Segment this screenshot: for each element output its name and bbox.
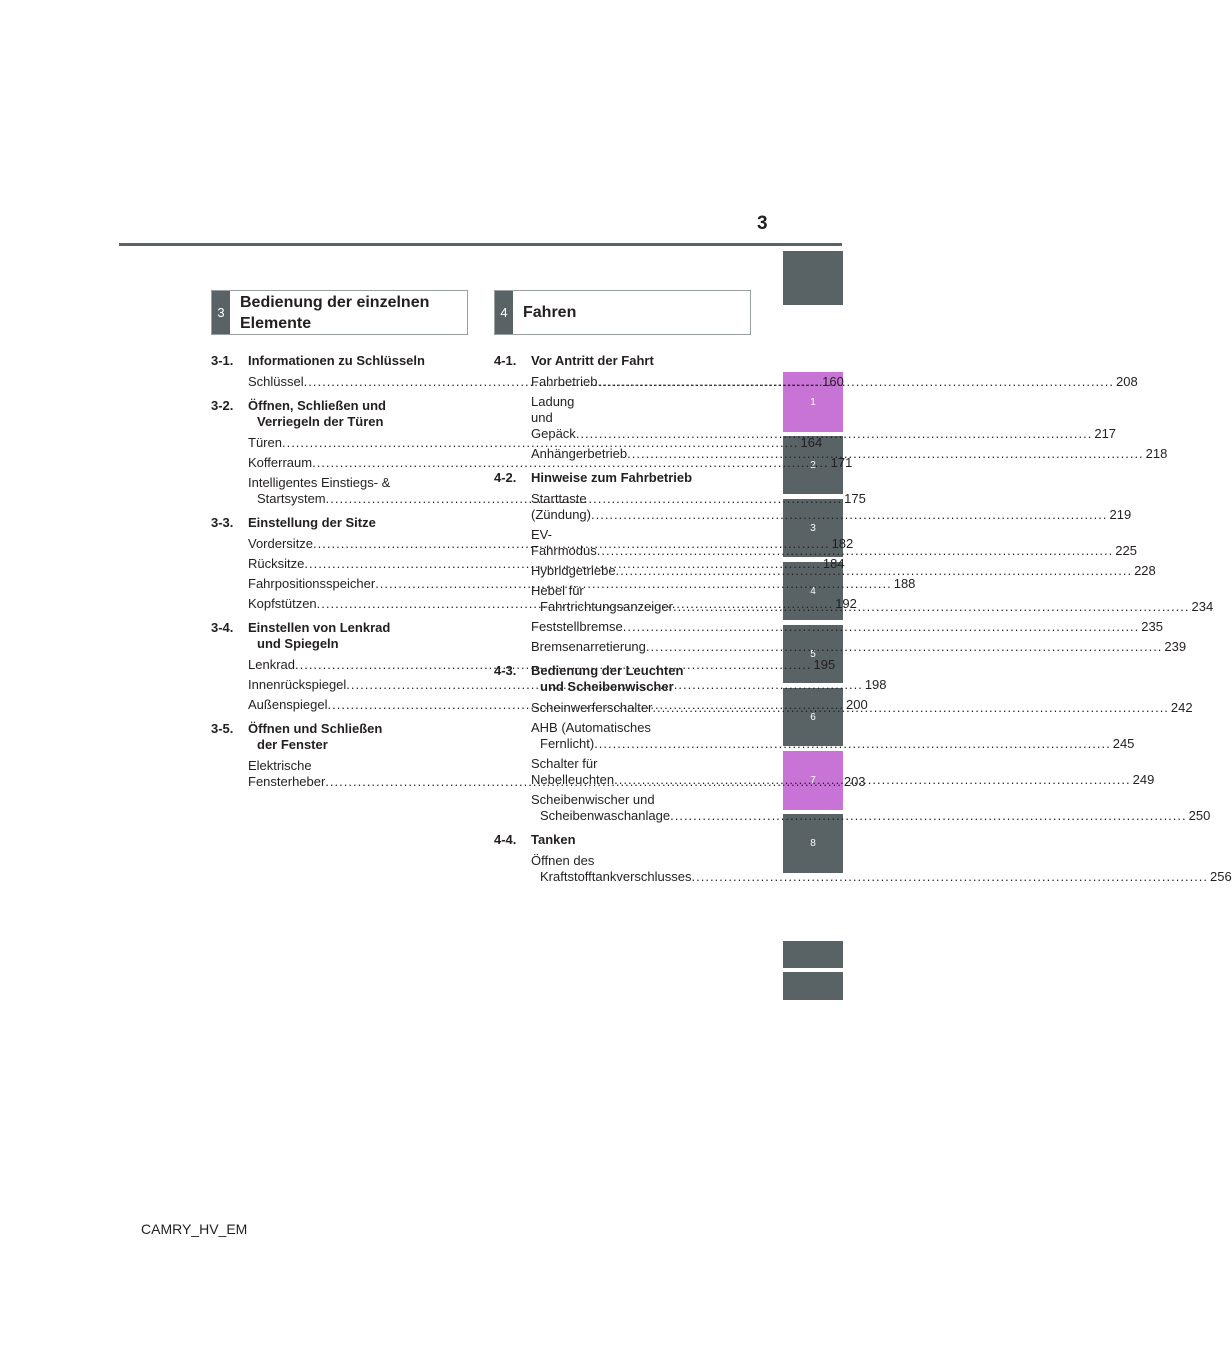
toc-entry-label: Starttaste (Zündung)	[531, 491, 591, 522]
section-title-line2: Elemente	[240, 314, 312, 332]
toc-entry-label: Kraftstofftankverschlusses	[540, 869, 692, 884]
toc-entry-label: Lenkrad	[248, 657, 295, 672]
dot-leader	[623, 619, 1140, 635]
toc-group-title	[531, 470, 742, 486]
toc-entry[interactable]	[531, 619, 1163, 635]
toc-entry-label: Vordersitze	[248, 536, 314, 551]
toc-group-number: 4-4.	[494, 832, 517, 847]
toc-group-title-line: Bedienung der Leuchten	[531, 663, 684, 678]
toc-entry-page: 225	[1115, 543, 1137, 558]
toc-entry-page: 195	[813, 657, 836, 672]
toc-entry-label: Kofferraum	[248, 455, 313, 470]
toc-group-title-line: Einstellung der Sitze	[248, 515, 376, 530]
section-number: 4	[495, 291, 513, 334]
dot-leader	[692, 869, 1209, 885]
toc-entry-label: Hebel für	[531, 583, 584, 598]
toc-group-title	[248, 721, 458, 753]
section-title-line1: Bedienung der einzelnen	[240, 293, 430, 311]
toc-entry-page: 249	[1132, 772, 1155, 787]
chapter-tab[interactable]: 7	[783, 751, 843, 810]
dot-leader	[616, 563, 1133, 579]
toc-entry-label: Fahrpositionsspeicher	[248, 576, 376, 591]
dot-leader	[594, 736, 1111, 752]
toc-entry-label: Scheibenwischer und	[531, 792, 655, 807]
toc-entry-label: Türen	[248, 435, 282, 450]
chapter-tab[interactable]: 3	[783, 499, 843, 557]
toc-entry[interactable]	[531, 853, 1232, 885]
toc-group-heading	[494, 832, 742, 848]
toc-entry-page: 198	[864, 677, 887, 692]
toc-group	[494, 832, 1232, 885]
toc-group-number: 3-2.	[211, 398, 234, 413]
toc-group-heading	[494, 470, 742, 486]
toc-entry-page: 208	[1116, 374, 1138, 389]
chapter-tab[interactable]	[783, 941, 843, 968]
toc-entry-label: Scheinwerferschalter	[531, 700, 653, 715]
toc-group-title-line: und Scheibenwischer	[540, 679, 674, 694]
chapter-tab[interactable]	[783, 251, 843, 305]
toc-group-title	[531, 832, 742, 848]
dot-leader	[673, 599, 1190, 615]
toc-group-title	[531, 663, 742, 695]
toc-entry-label: Anhängerbetrieb	[531, 446, 628, 461]
dot-leader	[614, 772, 1131, 788]
chapter-tab[interactable]: 4	[783, 562, 843, 620]
toc-group-title	[248, 398, 458, 430]
toc-group-title-line: Tanken	[531, 832, 576, 847]
toc-entry-label: Kopfstützen	[248, 596, 317, 611]
toc-group-title-line: Einstellen von Lenkrad	[248, 620, 391, 635]
toc-entry-label: Scheibenwaschanlage	[540, 808, 671, 823]
toc-group-title-line: Informationen zu Schlüsseln	[248, 353, 425, 368]
toc-entry-page: 200	[846, 697, 868, 712]
toc-group-title-line: Öffnen, Schließen und	[248, 398, 386, 413]
toc-entry-label: Schalter für Nebelleuchten	[531, 756, 615, 787]
toc-group-heading	[211, 620, 458, 652]
chapter-tab[interactable]: 5	[783, 625, 843, 683]
toc-entry-label: Schlüssel	[248, 374, 304, 389]
toc-entry-page: 192	[835, 596, 857, 611]
toc-group-number: 3-1.	[211, 353, 234, 368]
dot-leader	[627, 446, 1144, 462]
dot-leader	[591, 507, 1108, 523]
toc-group-heading	[211, 398, 458, 430]
toc-entry-page: 239	[1164, 639, 1187, 654]
toc-group-title	[248, 353, 458, 369]
toc-group-heading	[494, 353, 742, 369]
dot-leader	[646, 639, 1163, 655]
toc-group-number: 3-5.	[211, 721, 234, 736]
page-number: 3	[757, 213, 768, 234]
chapter-tab[interactable]	[783, 972, 843, 1000]
toc-entry-page: 250	[1188, 808, 1211, 823]
toc-group-title-line: Verriegeln der Türen	[257, 414, 384, 429]
toc-group-title	[248, 620, 458, 652]
toc-group-heading	[494, 663, 742, 695]
toc-entry-label: Außenspiegel	[248, 697, 328, 712]
toc-entry[interactable]	[248, 455, 853, 471]
toc-entry[interactable]	[248, 435, 823, 451]
toc-entry[interactable]	[531, 639, 1187, 655]
toc-entry-label: Fernlicht)	[540, 736, 595, 751]
toc-entry-page: 235	[1141, 619, 1163, 634]
toc-group-title-line: der Fenster	[257, 737, 328, 752]
toc-entry-page: 242	[1170, 700, 1193, 715]
toc-entry-label: Feststellbremse	[531, 619, 623, 634]
toc-entry-label: Bremsenarretierung	[531, 639, 646, 654]
dot-leader	[576, 426, 1093, 442]
toc-entry-label: Ladung und Gepäck	[531, 394, 576, 441]
toc-entry-label: EV-Fahrmodus	[531, 527, 597, 558]
toc-entry-page: 160	[822, 374, 844, 389]
header-rule	[119, 243, 842, 246]
toc-entry-page: 219	[1109, 507, 1132, 522]
toc-entry-page: 188	[893, 576, 916, 591]
toc-entry-label: Hybridgetriebe	[531, 563, 616, 578]
section-title	[513, 291, 586, 334]
chapter-tab[interactable]: 2	[783, 436, 843, 494]
toc-entry[interactable]	[531, 446, 1168, 462]
toc-entry[interactable]	[531, 792, 1211, 824]
toc-entry-label: Fahrtrichtungsanzeiger	[540, 599, 673, 614]
toc-group-heading	[211, 721, 458, 753]
dot-leader	[652, 700, 1169, 716]
toc-group-heading	[211, 353, 458, 369]
toc-entry-label: Startsystem	[257, 491, 326, 506]
toc-entry-page: 218	[1145, 446, 1168, 461]
toc-entry[interactable]	[531, 720, 1135, 752]
toc-entry-page: 256	[1210, 869, 1232, 884]
toc-entry-page: 164	[800, 435, 823, 450]
toc-entry-page: 184	[822, 556, 845, 571]
chapter-tab[interactable]: 6	[783, 688, 843, 746]
toc-group-number: 3-3.	[211, 515, 234, 530]
chapter-tab[interactable]: 8	[783, 814, 843, 873]
toc-group-number: 4-1.	[494, 353, 517, 368]
toc-group-title	[531, 353, 742, 369]
toc-entry-page: 171	[830, 455, 853, 470]
toc-entry-label: Intelligentes Einstiegs- &	[248, 475, 391, 490]
toc-group-title-line: Öffnen und Schließen	[248, 721, 383, 736]
toc-entry-label: Fahrbetrieb	[531, 374, 598, 389]
toc-entry-label: AHB (Automatisches	[531, 720, 651, 735]
toc-group-heading	[211, 515, 458, 531]
section-header-4	[494, 290, 751, 335]
toc-group-number: 4-2.	[494, 470, 517, 485]
section-title-line1: Fahren	[523, 304, 577, 321]
chapter-tab[interactable]: 1	[783, 372, 843, 432]
section-header-3	[211, 290, 468, 335]
dot-leader	[670, 808, 1187, 824]
toc-entry-label: Innenrückspiegel	[248, 677, 347, 692]
footer-code: CAMRY_HV_EM	[141, 1221, 248, 1237]
toc-entry-label: Elektrische Fensterheber	[248, 758, 326, 789]
toc-group-title	[248, 515, 458, 531]
toc-group-title-line: und Spiegeln	[257, 636, 339, 651]
toc-group-title-line: Hinweise zum Fahrbetrieb	[531, 470, 693, 485]
section-number: 3	[212, 291, 230, 334]
toc-entry-page: 203	[843, 774, 866, 789]
toc-entry-page: 182	[831, 536, 854, 551]
toc-group-number: 3-4.	[211, 620, 234, 635]
toc-group-number: 4-3.	[494, 663, 517, 678]
toc-entry-page: 217	[1094, 426, 1117, 441]
toc-entry-page: 175	[844, 491, 866, 506]
toc-entry[interactable]	[531, 394, 1117, 442]
toc-entry-page: 228	[1134, 563, 1156, 578]
dot-leader	[597, 543, 1114, 559]
toc-entry-label: Öffnen des	[531, 853, 595, 868]
toc-group-title-line: Vor Antritt der Fahrt	[531, 353, 654, 368]
section-title	[230, 291, 439, 334]
toc-entry-label: Rücksitze	[248, 556, 305, 571]
dot-leader	[597, 374, 1114, 390]
toc-entry-page: 245	[1112, 736, 1135, 751]
toc-entry-page: 234	[1191, 599, 1214, 614]
